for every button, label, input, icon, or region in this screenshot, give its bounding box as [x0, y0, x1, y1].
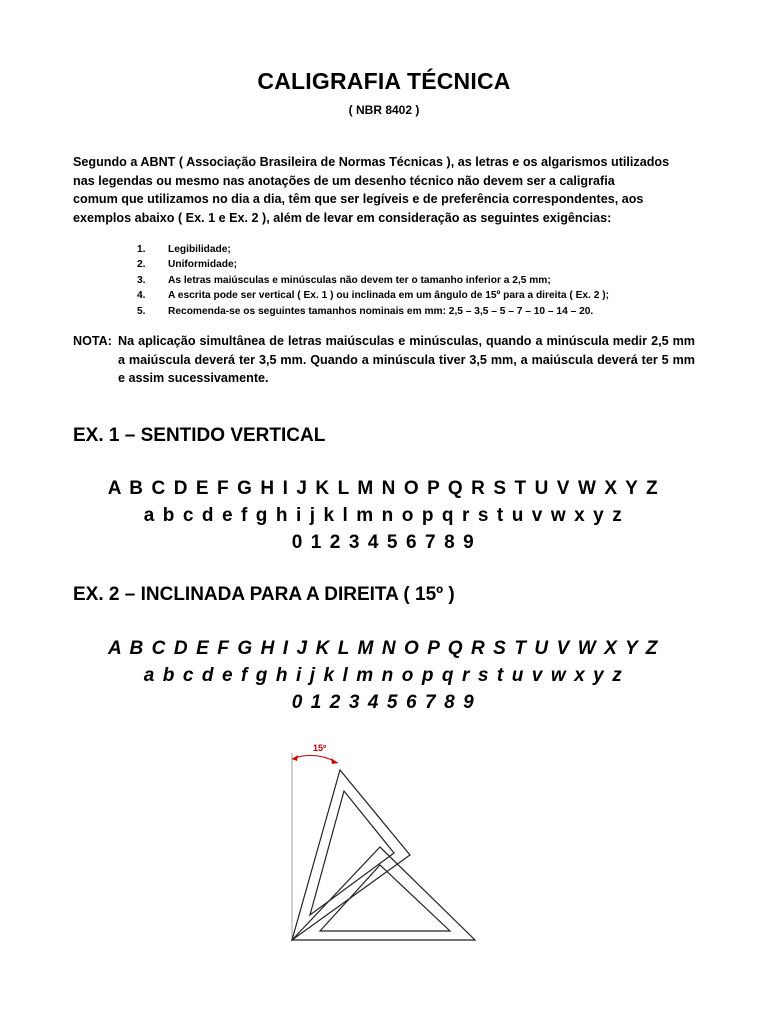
- intro-line: exemplos abaixo ( Ex. 1 e Ex. 2 ), além de levar em consideração as seguintes exigências:: [73, 210, 612, 225]
- ex2-heading: EX. 2 – INCLINADA PARA A DIREITA ( 15º ): [73, 584, 455, 605]
- intro-line: comum que utilizamos no dia a dia, têm que ser legíveis e de preferência correspondentes, aos: [73, 192, 644, 207]
- requirements-list: [137, 242, 609, 319]
- intro-line: Segundo a ABNT ( Associação Brasileira de Normas Técnicas ), as letras e os algarismos utilizados: [73, 155, 670, 169]
- list-number: 1.: [137, 244, 146, 255]
- angle-label: 15º: [313, 743, 327, 753]
- intro-line: nas legendas ou mesmo nas anotações de um desenho técnico não devem ser a caligrafia: [73, 173, 615, 188]
- list-text: Legibilidade;: [168, 244, 231, 255]
- list-item: [137, 273, 609, 288]
- intro-paragraph: [73, 153, 695, 227]
- ex1-digits: 0 1 2 3 4 5 6 7 8 9: [291, 532, 477, 553]
- lower-triangle-inner: [320, 865, 450, 931]
- list-item: [137, 257, 609, 272]
- list-text: As letras maiúsculas e minúsculas não devem ter o tamanho inferior a 2,5 mm;: [168, 274, 551, 286]
- list-item: [137, 304, 609, 319]
- page-title: CALIGRAFIA TÉCNICA: [257, 68, 511, 94]
- ex2-lowercase: a b c d e f g h i j k l m n o p q r s t u v w x y z: [143, 665, 625, 686]
- list-number: 3.: [137, 274, 146, 286]
- list-number: 4.: [137, 290, 146, 302]
- page-subtitle: ( NBR 8402 ): [348, 103, 420, 117]
- set-square-diagram: [270, 735, 500, 945]
- arrow-left-icon: [292, 755, 298, 761]
- list-text: Recomenda-se os seguintes tamanhos nominais em mm: 2,5 – 3,5 – 5 – 7 – 10 – 14 – 20.: [168, 305, 594, 317]
- ex1-uppercase: A B C D E F G H I J K L M N O P Q R S T U V W X Y Z: [107, 478, 661, 499]
- list-text: Uniformidade;: [168, 259, 238, 271]
- list-text: A escrita pode ser vertical ( Ex. 1 ) ou inclinada em um ângulo de 15º para a direita ( Ex. 2 );: [168, 290, 609, 302]
- ex1-heading: EX. 1 – SENTIDO VERTICAL: [73, 425, 326, 446]
- ex2-digits: 0 1 2 3 4 5 6 7 8 9: [291, 692, 477, 713]
- nota-text: Na aplicação simultânea de letras maiúsculas e minúsculas, quando a minúscula medir 2,5 mm a maiúscula deverá ter 3,5 mm. Quando a minúscula tiver 3,5 mm, a maiúscula deverá ter 5 mm e assim sucessivamente.: [118, 334, 695, 386]
- list-item: [137, 288, 609, 303]
- nota-paragraph: [73, 332, 695, 388]
- ex2-uppercase: A B C D E F G H I J K L M N O P Q R S T U V W X Y Z: [107, 638, 661, 659]
- angle-arc: [292, 755, 338, 763]
- ex1-lowercase: a b c d e f g h i j k l m n o p q r s t u v w x y z: [143, 505, 625, 526]
- arrow-right-icon: [331, 758, 338, 764]
- list-number: 5.: [137, 305, 146, 317]
- nota-label: NOTA:: [73, 334, 112, 348]
- list-item: [137, 242, 609, 257]
- list-number: 2.: [137, 259, 146, 271]
